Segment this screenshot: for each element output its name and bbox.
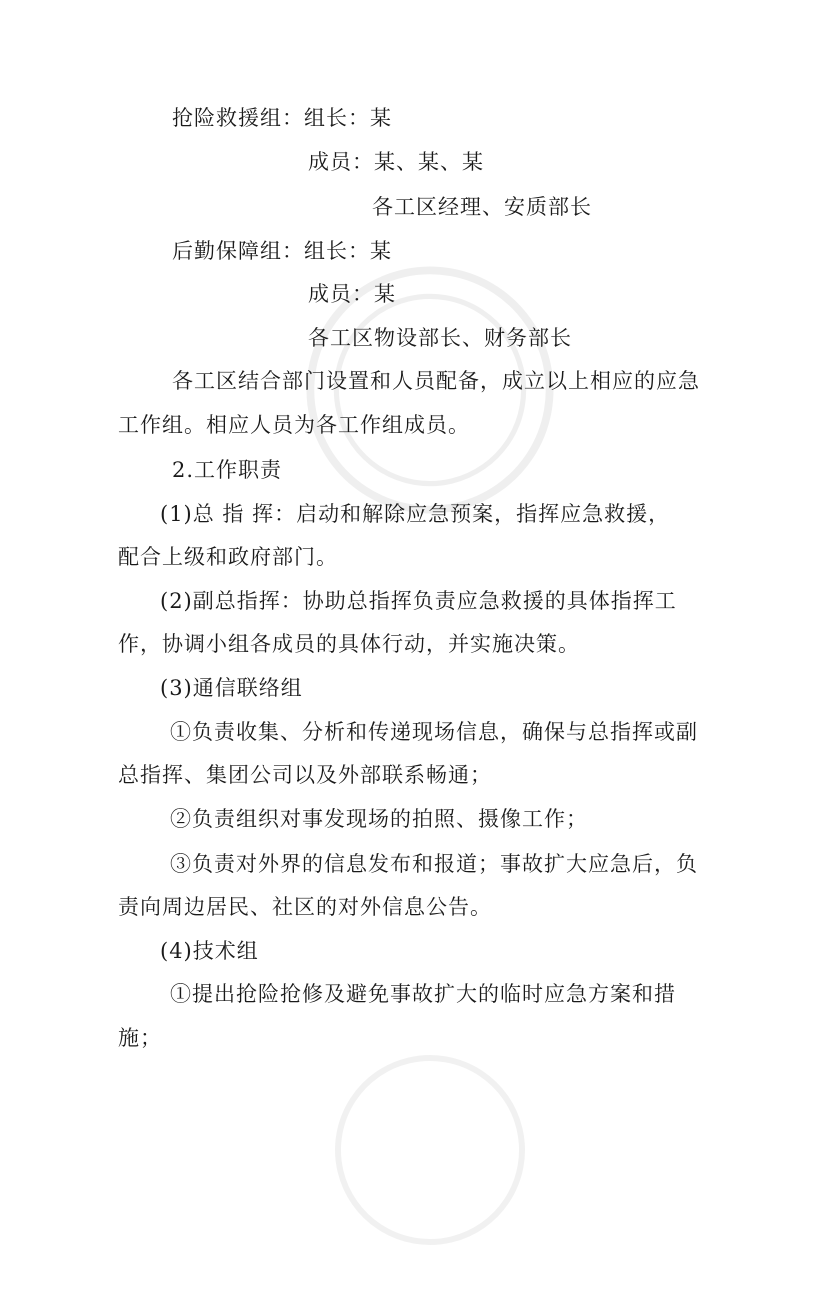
paragraph-line: 配合上级和政府部门。 <box>118 545 338 569</box>
paragraph-line: 作，协调小组各成员的具体行动，并实施决策。 <box>118 632 580 656</box>
paragraph-line: 责向周边居民、社区的对外信息公告。 <box>118 895 492 919</box>
section-heading: 2.工作职责 <box>172 458 283 482</box>
paragraph-line: ②负责组织对事发现场的拍照、摄像工作； <box>170 807 588 831</box>
logistics-group-members-roles: 各工区物设部长、财务部长 <box>308 326 572 350</box>
logistics-group-leader: 后勤保障组：组长：某 <box>172 239 392 263</box>
rescue-group-members-roles: 各工区经理、安质部长 <box>372 195 592 219</box>
logistics-group-members: 成员：某 <box>308 282 396 306</box>
watermark-logo-bottom <box>266 994 594 1306</box>
rescue-group-leader: 抢险救援组：组长：某 <box>172 106 392 130</box>
paragraph-line: ①提出抢险抢修及避免事故扩大的临时应急方案和措 <box>170 982 676 1006</box>
paragraph-line: ①负责收集、分析和传递现场信息，确保与总指挥或副 <box>170 720 698 744</box>
paragraph-line: (1)总 指 挥：启动和解除应急预案，指挥应急救援， <box>160 502 671 526</box>
paragraph-line: ③负责对外界的信息发布和报道；事故扩大应急后，负 <box>170 852 698 876</box>
subsection-heading: (3)通信联络组 <box>160 676 303 700</box>
paragraph-line: (2)副总指挥：协助总指挥负责应急救援的具体指挥工 <box>160 589 677 613</box>
subsection-heading: (4)技术组 <box>160 939 259 963</box>
paragraph-line: 总指挥、集团公司以及外部联系畅通； <box>118 763 492 787</box>
paragraph-line: 施； <box>118 1026 162 1050</box>
paragraph-line: 各工区结合部门设置和人员配备，成立以上相应的应急 <box>172 369 700 393</box>
paragraph-line: 工作组。相应人员为各工作组成员。 <box>118 413 470 437</box>
rescue-group-members: 成员：某、某、某 <box>308 150 484 174</box>
